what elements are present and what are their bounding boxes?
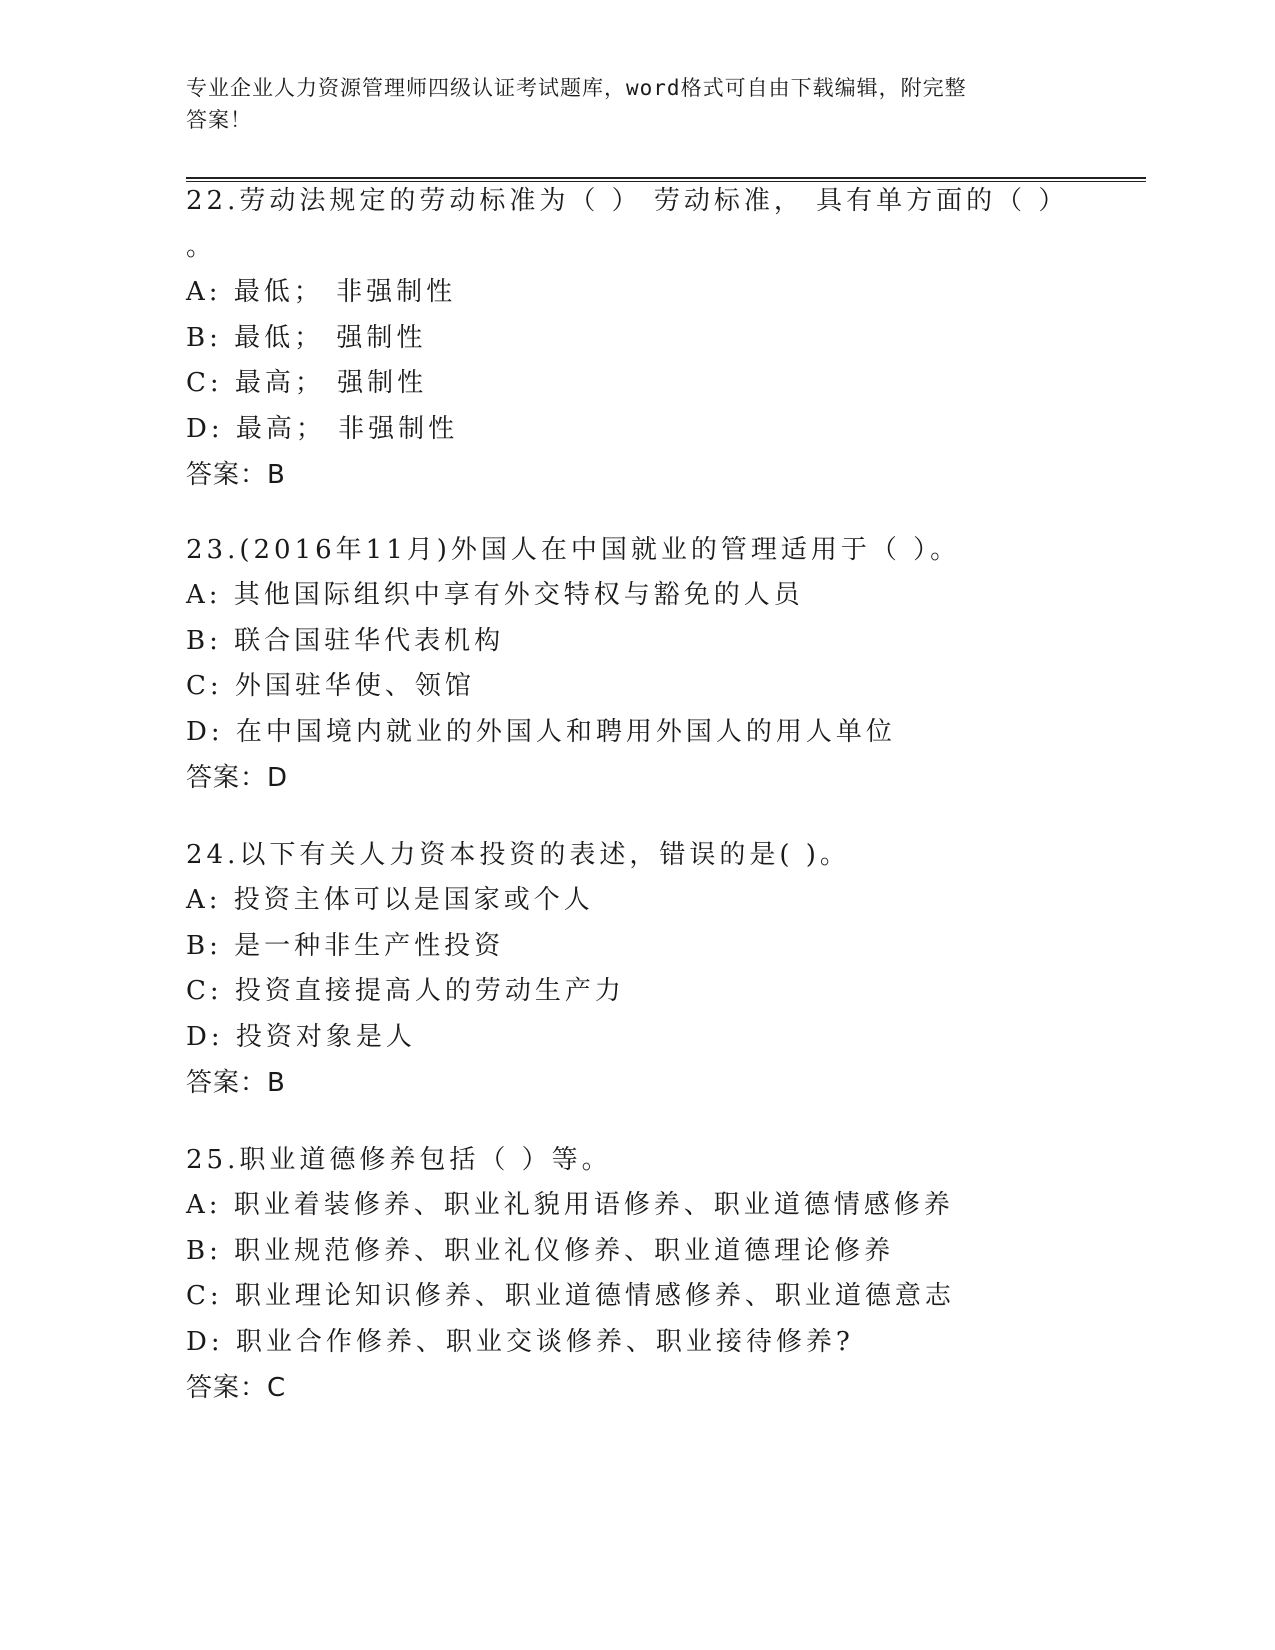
answer: 答案：B <box>186 460 286 490</box>
question-stem: 23.(2016年11月)外国人在中国就业的管理适用于（ ）。 <box>186 535 961 565</box>
answer: 答案：D <box>186 763 289 793</box>
option-b: B: 职业规范修养、职业礼仪修养、职业道德理论修养 <box>186 1235 895 1266</box>
option-b: B: 是一种非生产性投资 <box>186 930 505 961</box>
header-line-1: 专业企业人力资源管理师四级认证考试题库，word格式可自由下载编辑，附完整 <box>186 76 967 100</box>
option-a: A: 投资主体可以是国家或个人 <box>186 885 594 915</box>
option-c: C: 外国驻华使、领馆 <box>186 671 475 701</box>
option-a: A: 其他国际组织中享有外交特权与豁免的人员 <box>186 580 804 610</box>
answer: 答案：C <box>186 1373 287 1403</box>
question-24 <box>186 832 1146 1106</box>
answer: 答案：B <box>186 1068 286 1098</box>
header-line-2: 答案！ <box>186 108 252 132</box>
question-stem: 24.以下有关人力资本投资的表述，错误的是( )。 <box>186 840 850 870</box>
option-d: D: 最高； 非强制性 <box>186 413 459 444</box>
question-23 <box>186 527 1146 801</box>
option-b: B: 联合国驻华代表机构 <box>186 625 505 656</box>
question-stem-continued: 。 <box>186 232 217 262</box>
option-b: B: 最低； 强制性 <box>186 322 427 353</box>
option-a: A: 职业着装修养、职业礼貌用语修养、职业道德情感修养 <box>186 1190 954 1220</box>
option-d: D: 投资对象是人 <box>186 1021 416 1052</box>
option-c: C: 投资直接提高人的劳动生产力 <box>186 976 625 1006</box>
document-header <box>186 72 1086 136</box>
option-c: C: 最高； 强制性 <box>186 368 428 398</box>
option-c: C: 职业理论知识修养、职业道德情感修养、职业道德意志 <box>186 1281 955 1311</box>
question-25 <box>186 1137 1146 1411</box>
question-stem: 22.劳动法规定的劳动标准为（ ） 劳动标准， 具有单方面的（ ） <box>186 186 1069 216</box>
option-a: A: 最低； 非强制性 <box>186 277 457 307</box>
option-d: D: 在中国境内就业的外国人和聘用外国人的用人单位 <box>186 716 896 747</box>
question-22 <box>186 178 1146 498</box>
option-d: D: 职业合作修养、职业交谈修养、职业接待修养? <box>186 1326 854 1357</box>
question-stem: 25.职业道德修养包括（ ）等。 <box>186 1145 612 1175</box>
